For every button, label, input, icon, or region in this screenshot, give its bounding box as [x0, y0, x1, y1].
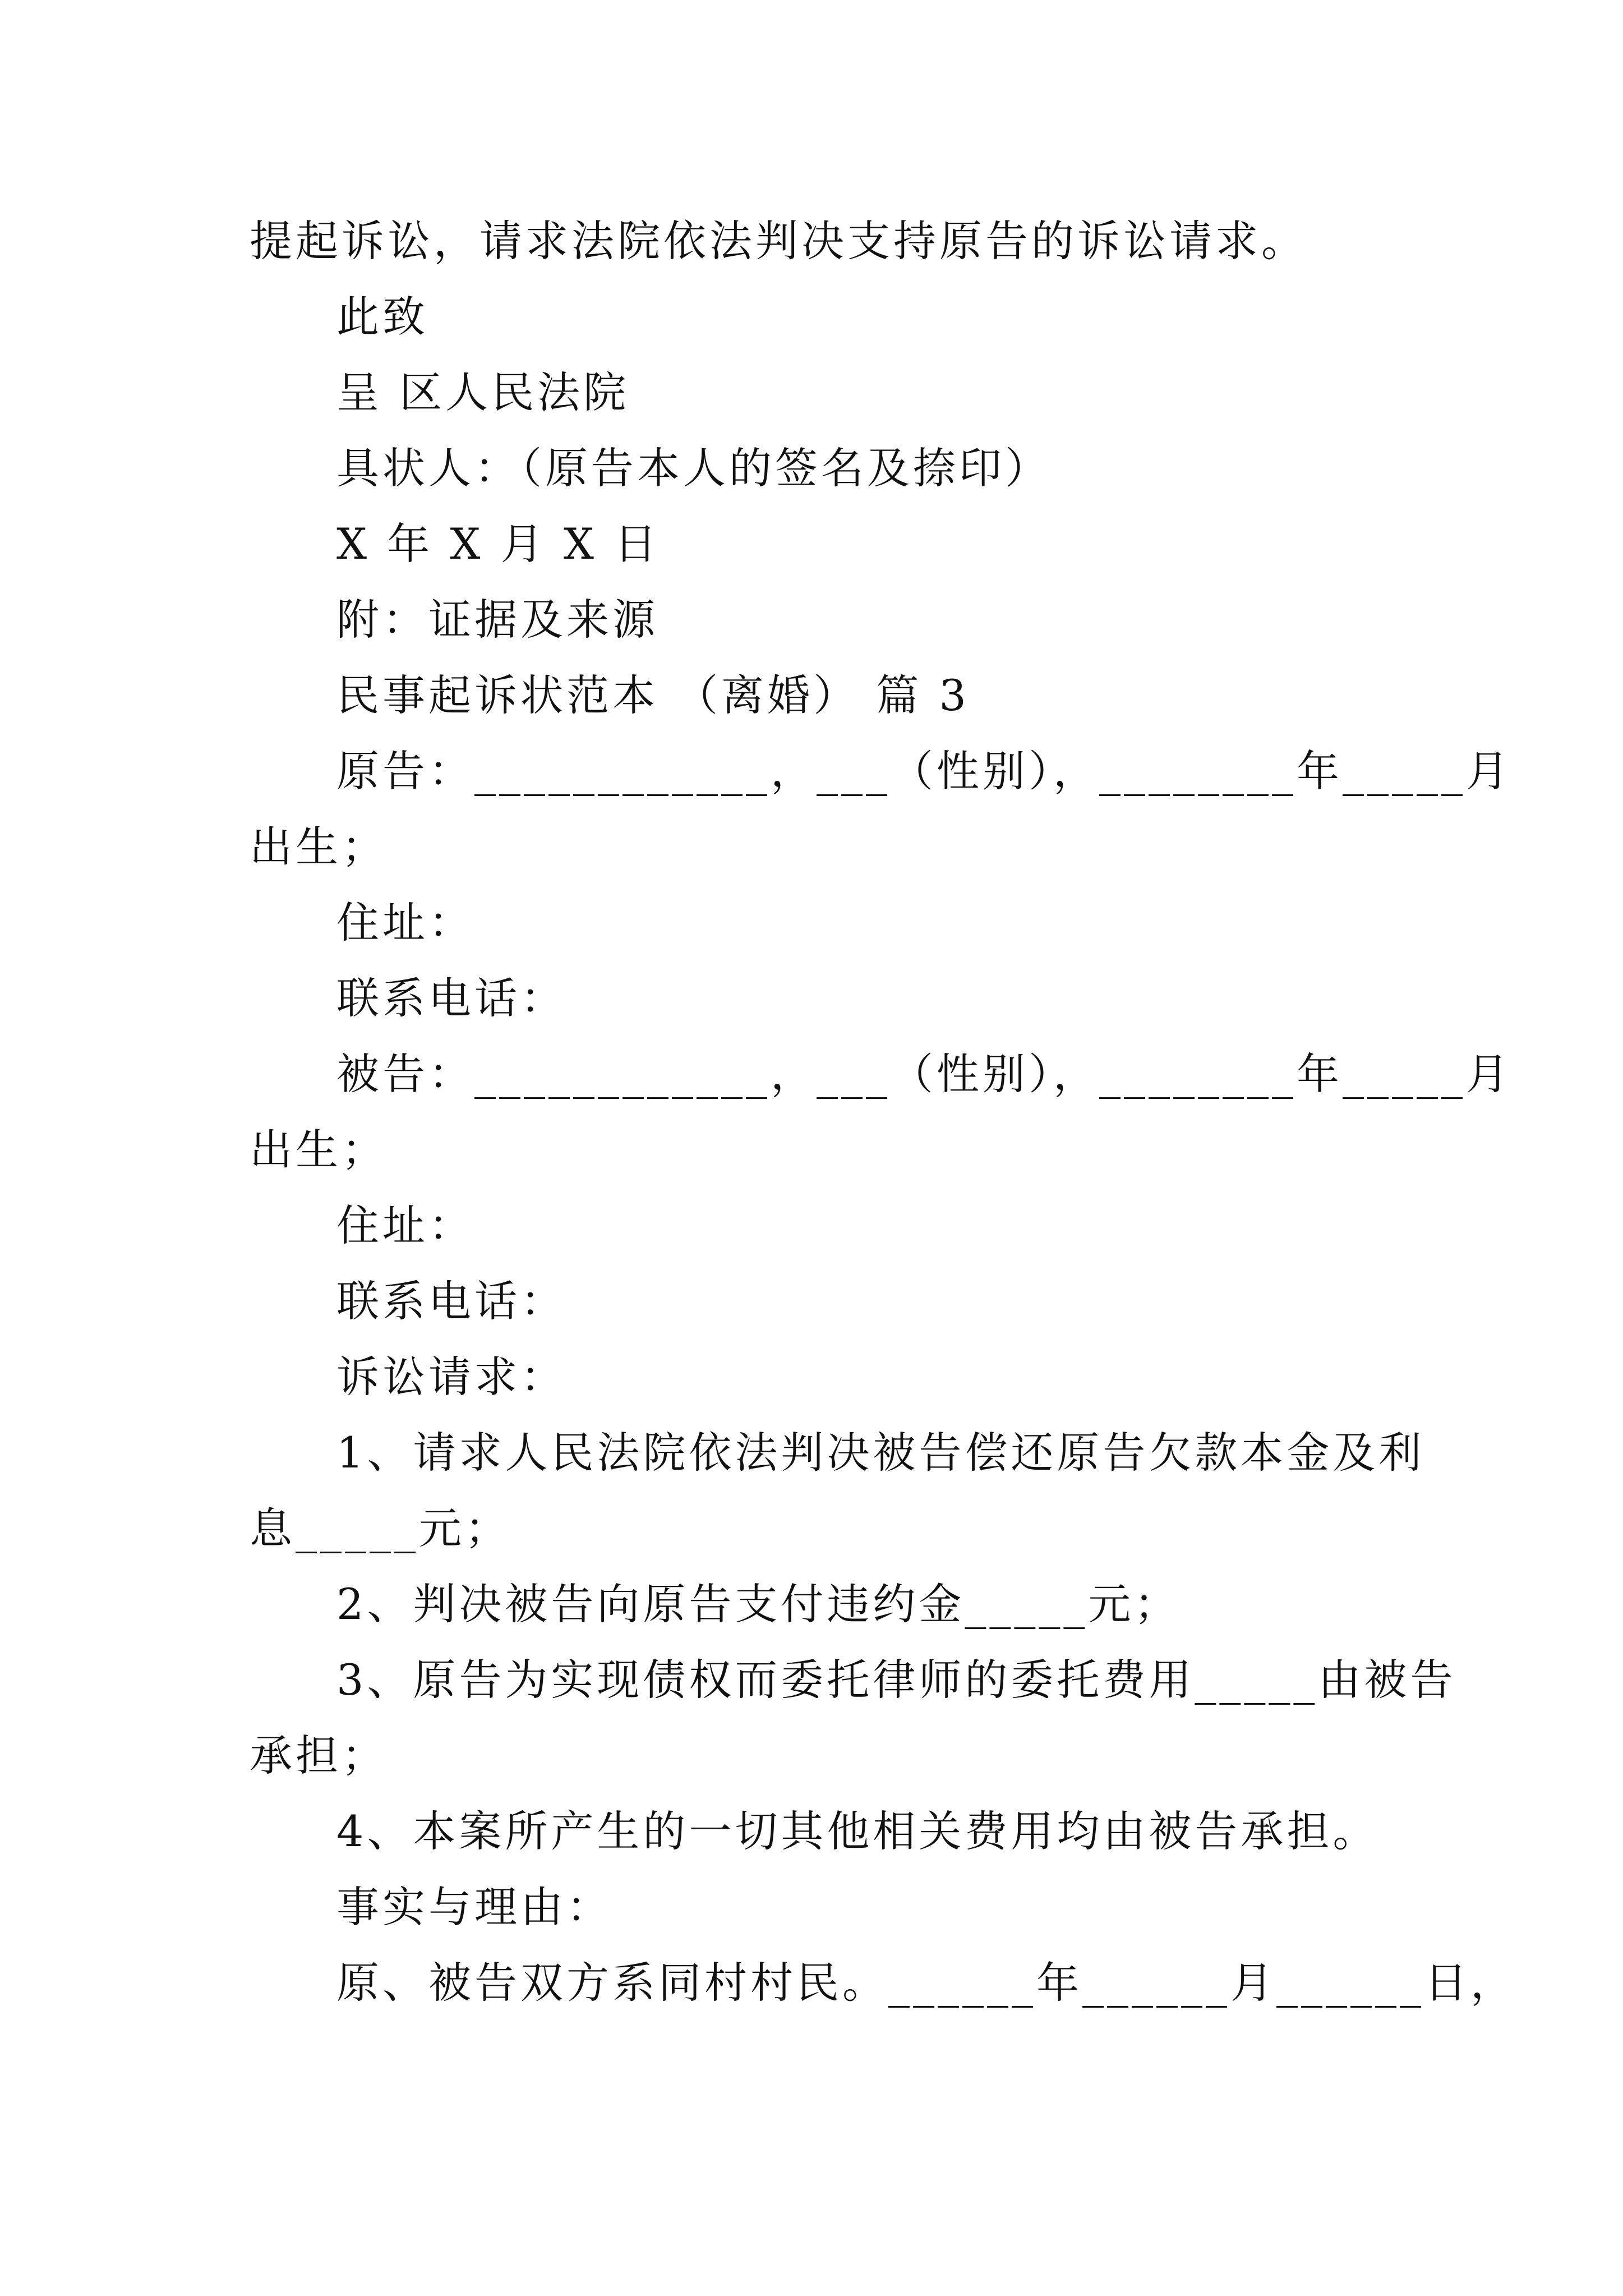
text-line: 出生；: [250, 1125, 388, 1175]
text-line: 出生；: [250, 822, 388, 872]
text-line: 原告：____________，___（性别），________年_____月: [336, 746, 1512, 796]
text-line: X 年 X 月 X 日: [336, 519, 661, 569]
text-line: 提起诉讼，请求法院依法判决支持原告的诉讼请求。: [250, 216, 1307, 266]
section-heading: 民事起诉状范本 （离婚） 篇 3: [336, 670, 970, 720]
text-line: 息_____元；: [250, 1503, 511, 1553]
text-line: 承担；: [250, 1731, 388, 1780]
text-line: 2、判决被告向原告支付违约金_____元；: [336, 1579, 1181, 1629]
text-line: 住址：: [336, 1200, 474, 1250]
text-line: 联系电话：: [336, 1276, 566, 1326]
text-line: 诉讼请求：: [336, 1352, 566, 1402]
text-line: 呈 区人民法院: [336, 367, 630, 417]
text-line: 附：证据及来源: [336, 595, 658, 645]
text-line: 4、本案所产生的一切其他相关费用均由被告承担。: [336, 1806, 1379, 1856]
text-line: 联系电话：: [336, 973, 566, 1023]
text-line: 3、原告为实现债权而委托律师的委托费用_____由被告: [336, 1655, 1456, 1705]
text-line: 原、被告双方系同村村民。______年______月______日，: [336, 1958, 1516, 2008]
text-line: 具状人：（原告本人的签名及捺印）: [336, 443, 1051, 493]
text-line: 被告：____________，___（性别），________年_____月: [336, 1049, 1512, 1099]
text-line: 住址：: [336, 898, 474, 947]
text-line: 事实与理由：: [336, 1882, 612, 1932]
text-line: 1、请求人民法院依法判决被告偿还原告欠款本金及利: [336, 1428, 1425, 1478]
text-line: 此致: [336, 292, 428, 342]
